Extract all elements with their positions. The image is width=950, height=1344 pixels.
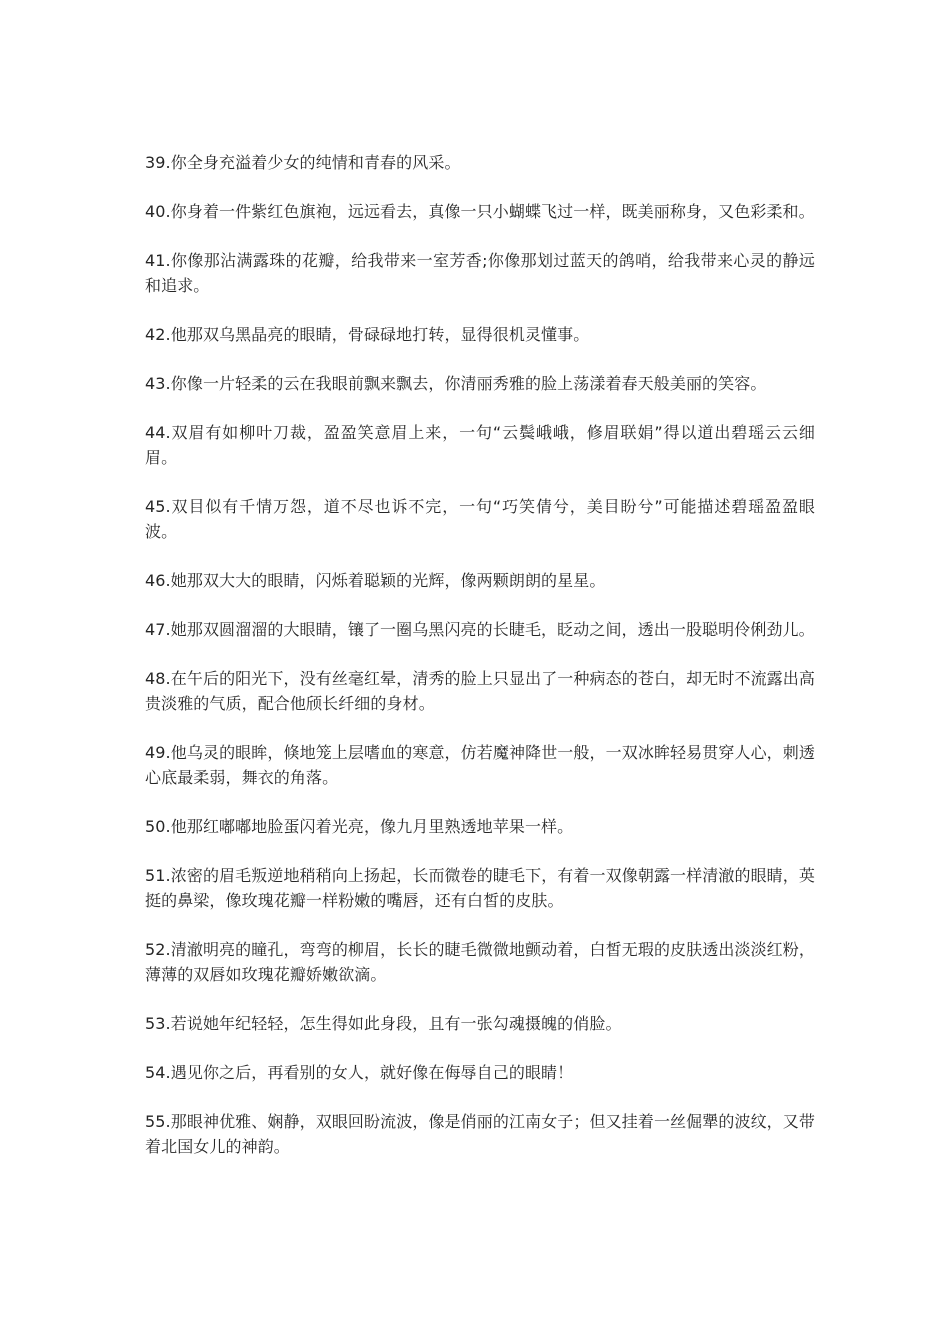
paragraph-40: 40.你身着一件紫红色旗袍，远远看去，真像一只小蝴蝶飞过一样，既美丽称身，又色彩柔和。 xyxy=(145,202,815,221)
paragraph-39: 39.你全身充溢着少女的纯情和青春的风采。 xyxy=(145,153,461,172)
paragraph-41: 41.你像那沾满露珠的花瓣，给我带来一室芳香;你像那划过蓝天的鸽哨，给我带来心灵的静远和追求。 xyxy=(145,251,815,295)
paragraph-54: 54.遇见你之后，再看别的女人，就好像在侮辱自己的眼睛！ xyxy=(145,1063,574,1082)
paragraph-46: 46.她那双大大的眼睛，闪烁着聪颖的光辉，像两颗朗朗的星星。 xyxy=(145,571,606,590)
paragraph-43: 43.你像一片轻柔的云在我眼前飘来飘去，你清丽秀雅的脸上荡漾着春天般美丽的笑容。 xyxy=(145,374,767,393)
paragraph-49: 49.他乌灵的眼眸，倏地笼上层嗜血的寒意，仿若魔神降世一般，一双冰眸轻易贯穿人心，刺透心底最柔弱，舞衣的角落。 xyxy=(145,743,815,787)
paragraph-45: 45.双目似有千情万怨，道不尽也诉不完，一句“巧笑倩兮，美目盼兮”可能描述碧瑶盈盈眼波。 xyxy=(145,497,815,541)
paragraph-47: 47.她那双圆溜溜的大眼睛，镶了一圈乌黑闪亮的长睫毛，眨动之间，透出一股聪明伶俐劲儿。 xyxy=(145,620,815,639)
paragraph-52: 52.清澈明亮的瞳孔，弯弯的柳眉，长长的睫毛微微地颤动着，白皙无瑕的皮肤透出淡淡红粉，薄薄的双唇如玫瑰花瓣娇嫩欲滴。 xyxy=(145,940,815,984)
paragraph-51: 51.浓密的眉毛叛逆地稍稍向上扬起，长而微卷的睫毛下，有着一双像朝露一样清澈的眼睛，英挺的鼻梁，像玫瑰花瓣一样粉嫩的嘴唇，还有白皙的皮肤。 xyxy=(145,866,815,910)
paragraph-48: 48.在午后的阳光下，没有丝毫红晕，清秀的脸上只显出了一种病态的苍白，却无时不流露出高贵淡雅的气质，配合他颀长纤细的身材。 xyxy=(145,669,815,713)
paragraph-42: 42.他那双乌黑晶亮的眼睛，骨碌碌地打转，显得很机灵懂事。 xyxy=(145,325,590,344)
paragraph-44: 44.双眉有如柳叶刀裁，盈盈笑意眉上来，一句“云鬓峨峨，修眉联娟”得以道出碧瑶云云细眉。 xyxy=(145,423,815,467)
paragraph-53: 53.若说她年纪轻轻，怎生得如此身段，且有一张勾魂摄魄的俏脸。 xyxy=(145,1014,622,1033)
document-body xyxy=(145,150,815,1183)
paragraph-50: 50.他那红嘟嘟地脸蛋闪着光亮，像九月里熟透地苹果一样。 xyxy=(145,817,574,836)
paragraph-55: 55.那眼神优雅、娴静，双眼回盼流波，像是俏丽的江南女子；但又挂着一丝倔犟的波纹，又带着北国女儿的神韵。 xyxy=(145,1112,815,1156)
